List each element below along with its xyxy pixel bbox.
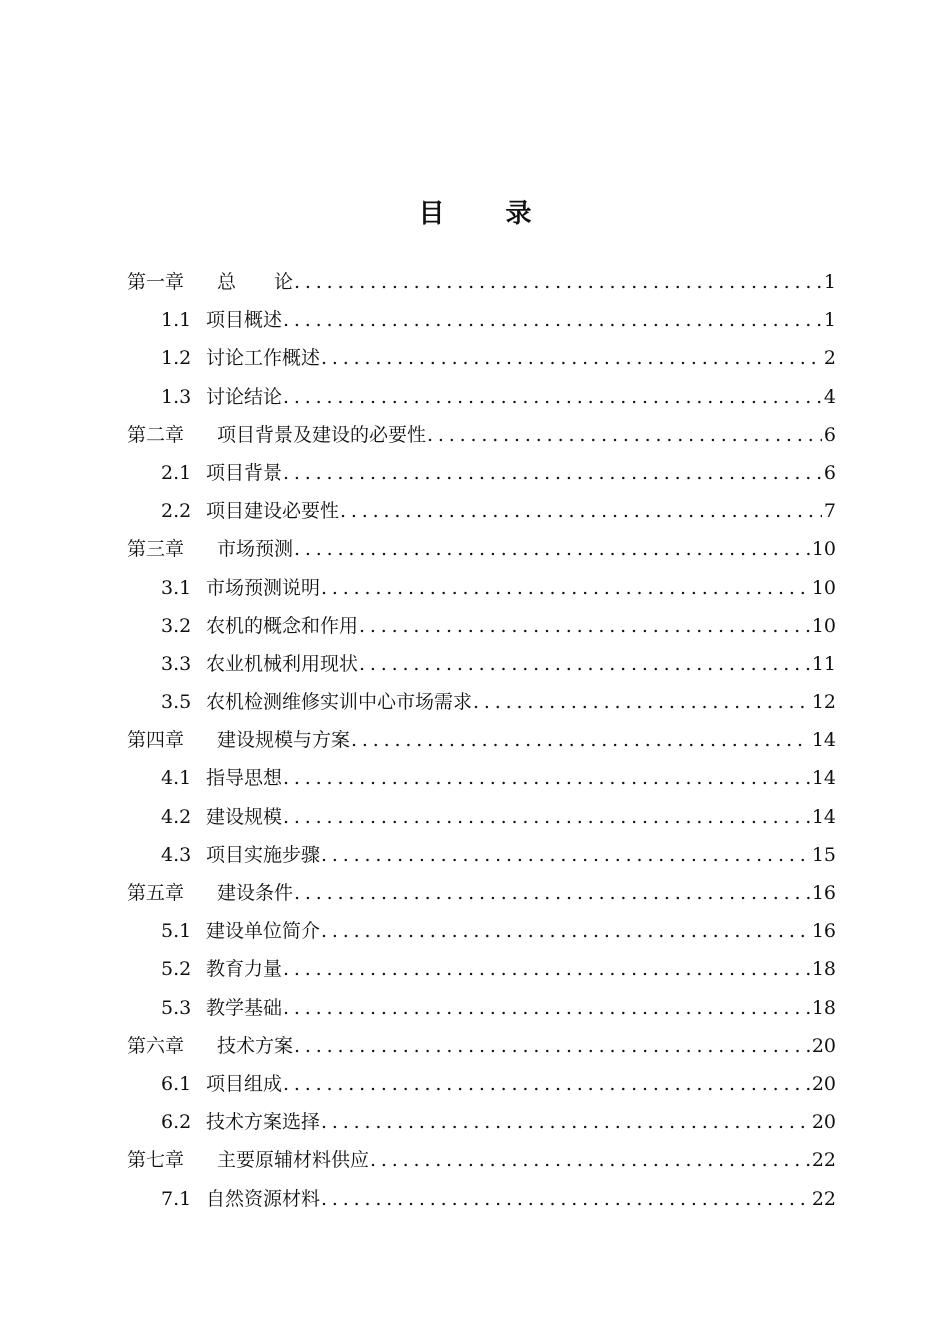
toc-entry-title: 主要原辅材料供应	[217, 1149, 370, 1172]
toc-chapter-entry[interactable]	[127, 1031, 836, 1069]
toc-page-number: 4	[823, 385, 836, 408]
toc-section-entry[interactable]	[127, 458, 836, 496]
toc-section-entry[interactable]	[127, 916, 836, 954]
toc-section-entry[interactable]	[127, 1184, 836, 1222]
toc-entry-title: 教学基础	[206, 996, 283, 1019]
toc-page-number: 15	[811, 843, 836, 866]
toc-entry-number: 6.1	[161, 1072, 192, 1095]
toc-section-entry[interactable]	[127, 611, 836, 649]
toc-page-number: 6	[823, 461, 836, 484]
toc-entry-title: 项目背景	[206, 461, 283, 484]
toc-entry-number: 2.2	[161, 500, 192, 523]
toc-entry-title: 总 论	[217, 271, 294, 293]
toc-dot-leader	[283, 309, 822, 331]
toc-page-number: 20	[811, 1034, 836, 1057]
toc-section-entry[interactable]	[127, 1107, 836, 1145]
toc-entry-number: 3.3	[161, 652, 192, 675]
toc-chapter-entry[interactable]	[127, 1145, 836, 1183]
toc-section-entry[interactable]	[127, 382, 836, 420]
toc-entry-title: 农机检测维修实训中心市场需求	[206, 691, 473, 714]
toc-dot-leader	[359, 653, 810, 675]
toc-page-number: 14	[811, 729, 836, 752]
toc-page-number: 12	[811, 691, 836, 714]
toc-page-number: 18	[811, 996, 836, 1019]
toc-entry-title: 教育力量	[206, 958, 283, 981]
toc-chapter-entry[interactable]	[127, 878, 836, 916]
toc-section-entry[interactable]	[127, 649, 836, 687]
toc-dot-leader	[294, 1035, 810, 1057]
toc-dot-leader	[294, 882, 810, 904]
toc-dot-leader	[427, 424, 822, 446]
toc-section-entry[interactable]	[127, 993, 836, 1031]
toc-dot-leader	[283, 997, 810, 1019]
toc-entry-number: 第二章	[127, 423, 185, 446]
toc-entry-title: 讨论结论	[206, 385, 283, 408]
toc-entry-number: 4.3	[161, 843, 192, 866]
toc-page-number: 1	[823, 309, 836, 332]
toc-entry-title: 项目建设必要性	[206, 500, 340, 523]
toc-dot-leader	[359, 615, 810, 637]
toc-entry-title: 项目背景及建设的必要性	[217, 423, 427, 446]
toc-dot-leader	[283, 1073, 810, 1095]
toc-section-entry[interactable]	[127, 343, 836, 381]
toc-page-number: 22	[811, 1187, 836, 1210]
toc-entry-title: 建设条件	[217, 882, 294, 904]
toc-page-number: 1	[823, 271, 836, 293]
toc-dot-leader	[294, 538, 810, 560]
toc-entry-number: 4.1	[161, 767, 192, 790]
toc-dot-leader	[283, 767, 810, 789]
toc-page-number: 6	[823, 423, 836, 446]
toc-page-number: 14	[811, 767, 836, 790]
toc-entry-number: 2.1	[161, 461, 192, 484]
toc-entry-number: 第五章	[127, 882, 185, 904]
toc-dot-leader	[473, 691, 810, 713]
toc-chapter-entry[interactable]	[127, 267, 836, 305]
toc-entry-title: 市场预测	[217, 538, 294, 561]
toc-page-number: 7	[823, 500, 836, 523]
toc-section-entry[interactable]	[127, 763, 836, 801]
toc-entry-number: 1.2	[161, 347, 192, 370]
toc-dot-leader	[321, 844, 810, 866]
toc-section-entry[interactable]	[127, 1069, 836, 1107]
toc-entry-title: 自然资源材料	[206, 1187, 321, 1210]
toc-title: 目 录	[418, 199, 558, 229]
toc-entry-number: 4.2	[161, 805, 192, 828]
toc-page-number: 14	[811, 805, 836, 828]
toc-page-number: 16	[811, 920, 836, 943]
toc-page-number: 22	[811, 1149, 836, 1172]
toc-entry-number: 3.2	[161, 614, 192, 637]
toc-section-entry[interactable]	[127, 496, 836, 534]
toc-dot-leader	[321, 1188, 810, 1210]
toc-entry-number: 7.1	[161, 1187, 192, 1210]
toc-entry-title: 技术方案	[217, 1034, 294, 1057]
toc-entry-number: 3.1	[161, 576, 192, 599]
toc-dot-leader	[321, 347, 822, 369]
toc-page-number: 20	[811, 1111, 836, 1134]
toc-section-entry[interactable]	[127, 802, 836, 840]
toc-entry-number: 5.1	[161, 920, 192, 943]
toc-page-number: 10	[811, 538, 836, 561]
toc-entry-number: 1.1	[161, 309, 192, 332]
toc-entry-number: 6.2	[161, 1111, 192, 1134]
toc-entry-number: 5.3	[161, 996, 192, 1019]
toc-section-entry[interactable]	[127, 305, 836, 343]
toc-entry-title: 市场预测说明	[206, 576, 321, 599]
toc-page-number: 16	[811, 882, 836, 904]
toc-entry-title: 农业机械利用现状	[206, 652, 359, 675]
toc-entry-title: 建设规模与方案	[217, 729, 351, 752]
toc-entry-title: 建设单位简介	[206, 920, 321, 943]
toc-dot-leader	[321, 920, 810, 942]
toc-dot-leader	[321, 1111, 810, 1133]
toc-entry-title: 项目概述	[206, 309, 283, 332]
toc-chapter-entry[interactable]	[127, 420, 836, 458]
toc-chapter-entry[interactable]	[127, 725, 836, 763]
toc-entry-number: 第一章	[127, 271, 185, 293]
toc-dot-leader	[283, 958, 810, 980]
toc-entry-number: 5.2	[161, 958, 192, 981]
toc-page-number: 2	[823, 347, 836, 370]
toc-page-number: 10	[811, 614, 836, 637]
toc-dot-leader	[283, 462, 822, 484]
toc-dot-leader	[283, 386, 822, 408]
toc-entry-title: 指导思想	[206, 767, 283, 790]
toc-entry-number: 1.3	[161, 385, 192, 408]
toc-entry-number: 第七章	[127, 1149, 185, 1172]
toc-dot-leader	[283, 806, 810, 828]
toc-entry-number: 3.5	[161, 691, 192, 714]
toc-entry-number: 第三章	[127, 538, 185, 561]
toc-entry-number: 第四章	[127, 729, 185, 752]
toc-dot-leader	[294, 271, 822, 293]
toc-entry-title: 建设规模	[206, 805, 283, 828]
table-of-contents	[127, 267, 836, 1222]
toc-page-number: 11	[811, 652, 836, 675]
toc-entry-number: 第六章	[127, 1034, 185, 1057]
toc-page-number: 10	[811, 576, 836, 599]
toc-entry-title: 讨论工作概述	[206, 347, 321, 370]
toc-section-entry[interactable]	[127, 954, 836, 992]
toc-dot-leader	[340, 500, 822, 522]
toc-section-entry[interactable]	[127, 840, 836, 878]
toc-dot-leader	[351, 729, 810, 751]
toc-page-number: 18	[811, 958, 836, 981]
toc-entry-title: 项目组成	[206, 1072, 283, 1095]
toc-section-entry[interactable]	[127, 687, 836, 725]
toc-entry-title: 农机的概念和作用	[206, 614, 359, 637]
toc-chapter-entry[interactable]	[127, 534, 836, 572]
toc-dot-leader	[321, 577, 810, 599]
toc-entry-title: 技术方案选择	[206, 1111, 321, 1134]
toc-dot-leader	[370, 1149, 810, 1171]
toc-page-number: 20	[811, 1072, 836, 1095]
toc-entry-title: 项目实施步骤	[206, 843, 321, 866]
toc-section-entry[interactable]	[127, 573, 836, 611]
